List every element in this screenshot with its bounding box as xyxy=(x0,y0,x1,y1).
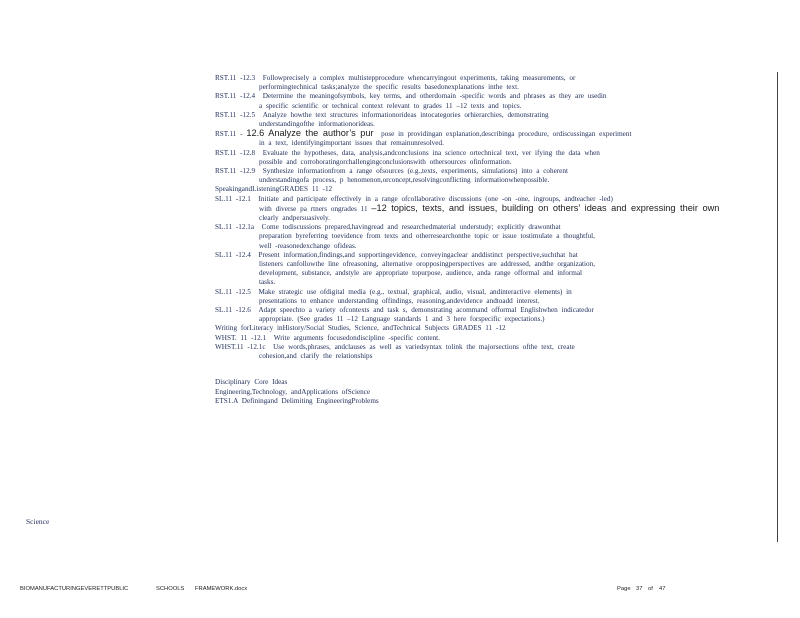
standard-id: SL.11 -12.6 xyxy=(215,306,251,315)
standard-text: Initiate and participate effectively in a range ofcollaborative discussions (one -on -one, ingroups, andteacher -led) xyxy=(258,194,613,203)
footer-filename: FRAMEWORK.docx xyxy=(195,586,248,592)
writing-literacy-heading: Writing forLiteracy inHistory/Social Studies, Science, andTechnical Subjects GRADES 11 -12 xyxy=(215,324,506,333)
footer-title: BIOMANUFACTURINGEVERETTPUBLIC xyxy=(20,586,129,592)
standard-whst-12-1c xyxy=(215,343,775,361)
standard-text-cont: listeners canfollowthe line ofreasoning, alternative oropposingperspectives are addressed, andthe organization, xyxy=(259,260,596,269)
standard-text: Adapt speechto a variety ofcontexts and task s, demonstrating acommand offormal Englishwhen indicatedor xyxy=(258,306,594,315)
standard-text-cont: presentations to enhance understanding offindings, reasoning,andevidence andtoadd interest. xyxy=(259,296,540,305)
standard-id: SL.11 -12.5 xyxy=(215,287,251,296)
footer-schools: SCHOOLS xyxy=(156,586,185,592)
standard-id: RST.11 -12.5 xyxy=(215,110,256,119)
standard-rst-12-5 xyxy=(215,111,775,129)
standard-id: RST.11 -12.4 xyxy=(215,92,256,101)
standard-rst-12-8 xyxy=(215,149,775,167)
standard-text-cont: with diverse pa rtners ongrades 11 xyxy=(259,204,368,213)
standard-text-cont: tasks. xyxy=(259,278,276,287)
standard-id: RST.11 - xyxy=(215,130,243,139)
standard-id: SL.11 -12.1 xyxy=(215,194,251,203)
standard-id: SL.11 -12.4 xyxy=(215,250,251,259)
standard-sl-12-1 xyxy=(215,195,775,224)
standard-text-cont: in a text, identifyingimportant issues that remainunresolved. xyxy=(259,139,444,148)
standard-text-cont: clearly andpersuasively. xyxy=(259,214,330,223)
standard-text: pose in providingan explanation,describinga procedure, ordiscussingan experiment xyxy=(381,130,632,139)
standard-text: Come todiscussions prepared,havingread and researchedmaterial understudy; explicitly drawonthat xyxy=(261,223,561,232)
standard-text: Followprecisely a complex multistepprocedure whencarryingout experiments, taking measurements, or xyxy=(262,74,576,82)
standard-text: Present information,findings,and supportingevidence, conveyingaclear anddistinct perspective,suchthat hat xyxy=(258,250,578,259)
dci-engineering-line: Engineering,Technology, andApplications ofScience xyxy=(215,387,371,396)
standard-whst-12-1 xyxy=(215,334,775,343)
standard-id: RST.11 -12.3 xyxy=(215,74,256,82)
standard-id: WHST. 11 -12.1 xyxy=(215,333,267,342)
standard-text-large: –12 topics, texts, and issues, building on others’ ideas and expressing their own xyxy=(371,203,720,213)
standard-text-cont: cohesion,and clarify the relationships xyxy=(259,352,373,361)
standard-text-cont: preparation byreferring toevidence from texts and otherresearchonthe topic or issue tostimulate a thoughtful, xyxy=(259,232,595,241)
speaking-listening-heading: SpeakingandListeningGRADES 11 -12 xyxy=(215,185,333,194)
footer-page-total: 47 xyxy=(659,586,666,592)
standard-text: Use words,phrases, andclauses as well as variedsyntax tolink the majorsections ofthe text, create xyxy=(273,342,575,351)
standard-text-cont: development, substance, andstyle are appropriate topurpose, audience, anda range offormal and informal xyxy=(259,269,583,278)
standard-text-cont: performingtechnical tasks;analyze the specific results basedonexplanations inthe text. xyxy=(259,83,519,92)
standard-text: Synthesize informationfrom a range ofsources (e.g.,texts, experiments, simulations) into a coherent xyxy=(262,167,568,176)
standard-sl-12-5 xyxy=(215,288,775,306)
standard-text-cont: a specific scientific or technical context relevant to grades 11 –12 texts and topics. xyxy=(259,101,522,110)
standard-text: Determine the meaningofsymbols, key terms, and otherdomain -specific words and phrases as they are usedin xyxy=(262,92,607,101)
standard-text-cont: understandingofa process, p henomenon,orconcept,resolvingconflicting informationwhenpossible. xyxy=(259,176,550,185)
standard-sl-12-4 xyxy=(215,251,775,288)
standard-id: RST.11 -12.9 xyxy=(215,167,256,176)
standard-text-cont: well -reasonedexchange ofideas. xyxy=(259,241,357,250)
standard-text: Evaluate the hypotheses, data, analysis,andconclusions ina science ortechnical text, ver ifying the data when xyxy=(262,148,600,157)
standard-text-cont: appropriate. (See grades 11 –12 Language standards 1 and 3 here forspecific expectations.) xyxy=(259,315,545,324)
standard-text-cont: understandingofthe informationorideas. xyxy=(259,120,375,129)
standard-text: Write arguments focusedondiscipline -specific content. xyxy=(273,333,440,342)
standard-text: Analyze howthe text structures informationorideas intocategories orhierarchies, demonstrating xyxy=(262,110,549,119)
right-margin-rule xyxy=(777,72,778,542)
footer-page-label: Page xyxy=(617,586,631,592)
document-body xyxy=(215,74,775,406)
standard-rst-12-3 xyxy=(215,74,775,92)
standard-id: WHST.11 -12.1c xyxy=(215,342,266,351)
standard-text: Make strategic use ofdigital media (e.g., textual, graphical, audio, visual, andinteractive elements) in xyxy=(258,287,572,296)
standard-text-cont: possible and corroboratingorchallengingconclusionswith othersources ofinformation. xyxy=(259,157,512,166)
science-label: Science xyxy=(26,517,50,526)
standard-sl-12-1a xyxy=(215,223,775,251)
footer-page-number: 37 xyxy=(636,586,643,592)
standard-rst-12-9 xyxy=(215,167,775,185)
standard-id: RST.11 -12.8 xyxy=(215,148,256,157)
dci-ets1a-line: ETS1.A Definingand Delimiting EngineeringProblems xyxy=(215,396,379,405)
standard-text-large: 12.6 Analyze the author’s pur xyxy=(246,129,374,139)
dci-heading: Disciplinary Core Ideas xyxy=(215,378,288,387)
standard-sl-12-6 xyxy=(215,306,775,324)
standard-rst-12-4 xyxy=(215,92,775,110)
standard-rst-12-6 xyxy=(215,129,775,148)
footer-of: of xyxy=(648,586,653,592)
standard-id: SL.11 -12.1a xyxy=(215,223,255,232)
